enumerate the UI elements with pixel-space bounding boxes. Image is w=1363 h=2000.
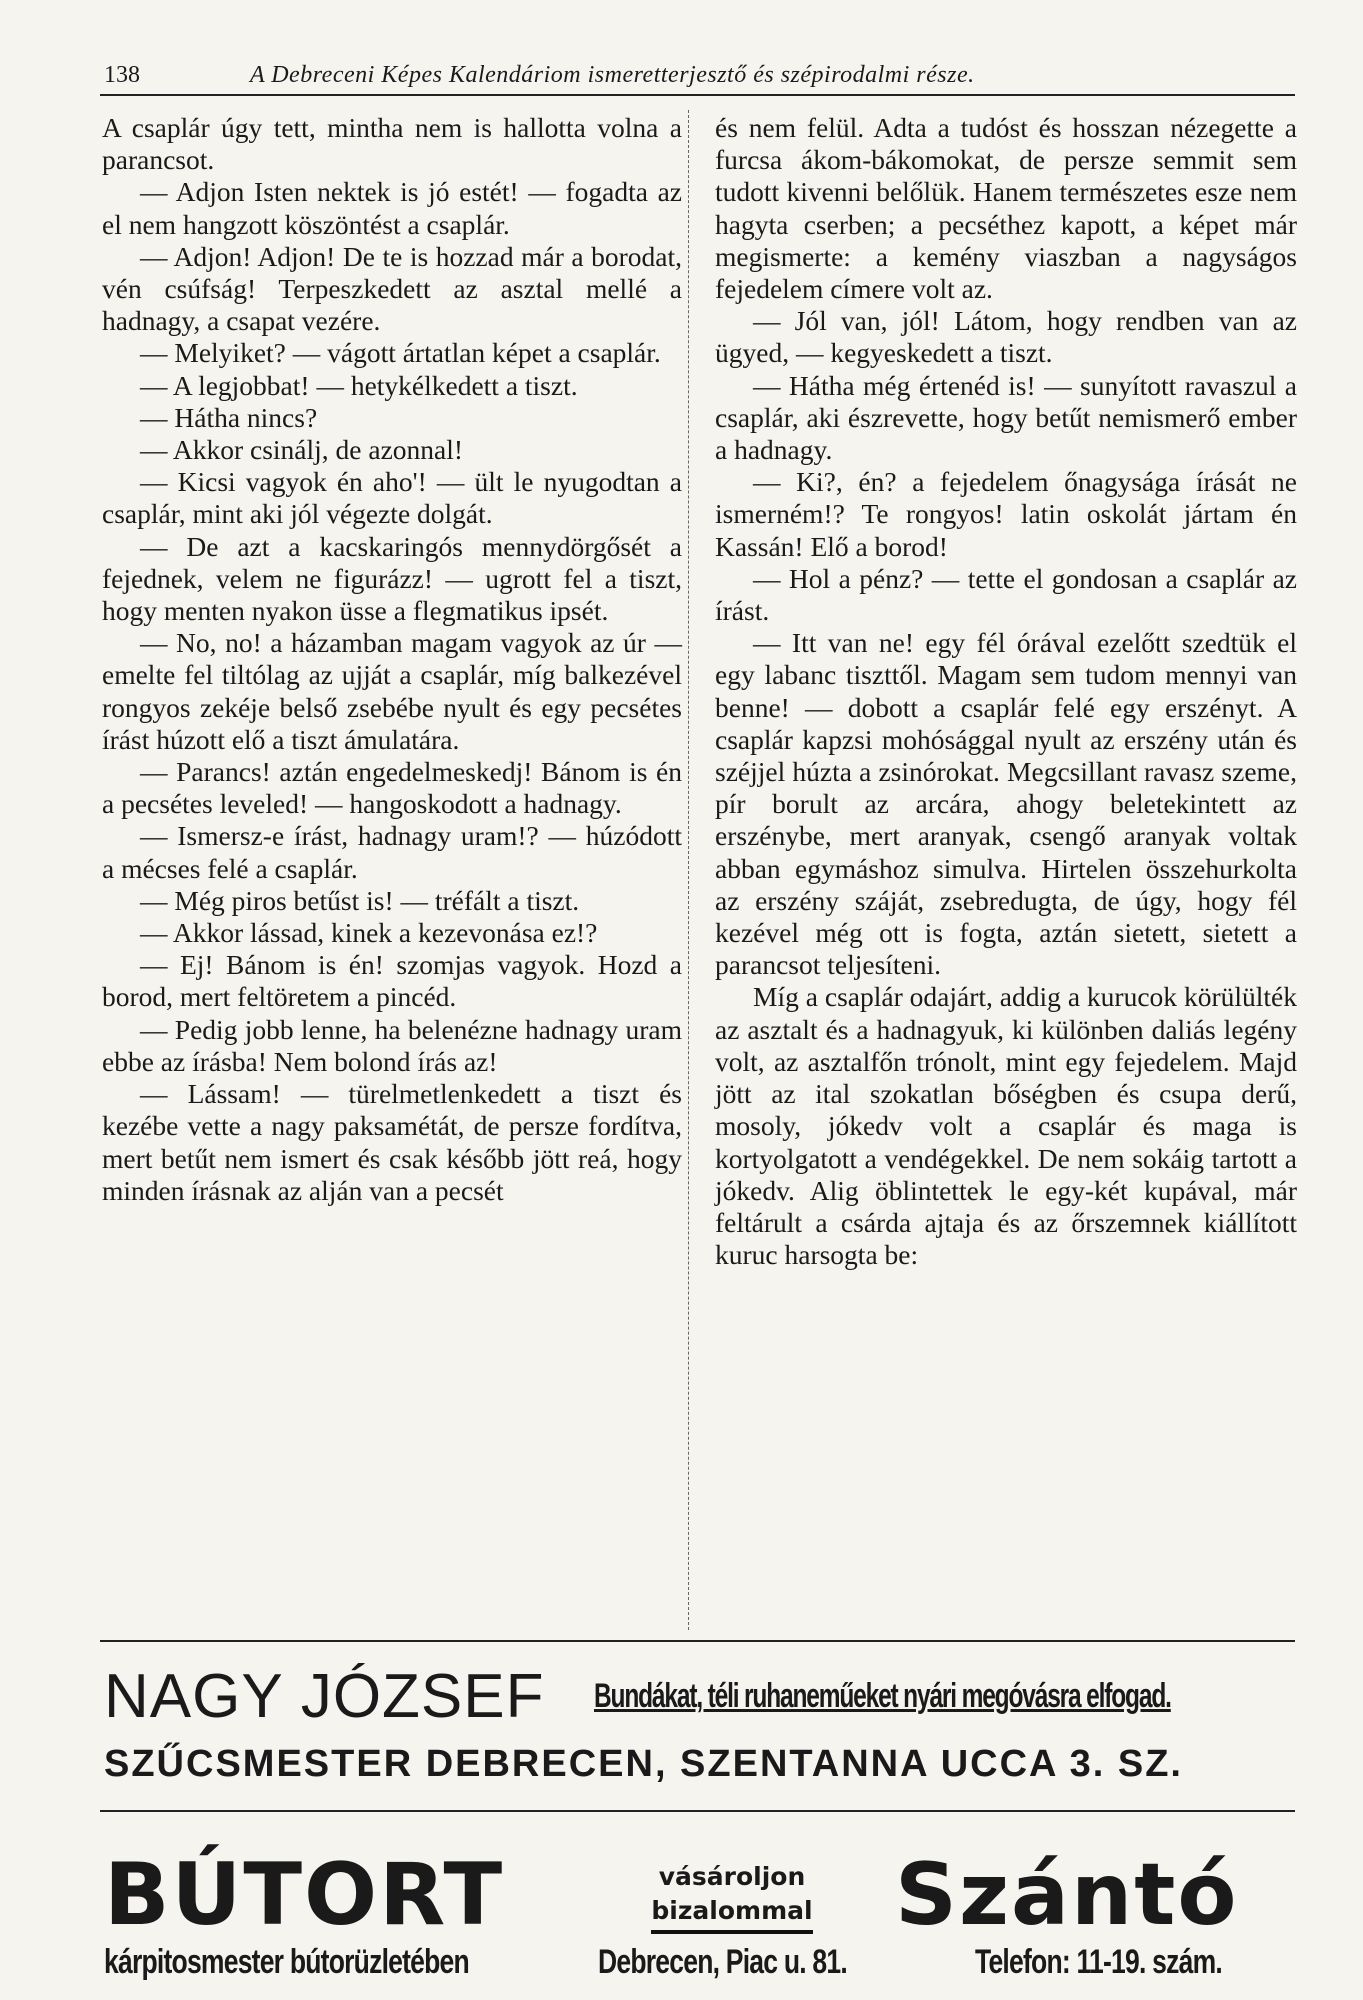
tagline-line-2: bizalommal xyxy=(651,1894,812,1934)
furniture-ad-address: Debrecen, Piac u. 81. xyxy=(598,1943,847,1981)
ad-separator-middle xyxy=(100,1810,1295,1812)
paragraph: — Ki?, én? a fejedelem őnagysága írását ne ismerném!? Te rongyos! latin oskolát jártam én Kassán! Elő a borod! xyxy=(715,466,1297,562)
furniture-ad-tagline xyxy=(612,1860,852,1934)
paragraph: — Még piros betűst is! — tréfált a tiszt. xyxy=(140,884,580,916)
column-divider xyxy=(688,110,689,1630)
paragraph: — Jól van, jól! Látom, hogy rendben van az ügyed, — kegyeskedett a tiszt. xyxy=(715,305,1297,369)
left-text-column xyxy=(102,112,682,1207)
ad-separator-top xyxy=(100,1640,1295,1642)
paragraph: — Kicsi vagyok én aho'! — ült le nyugodtan a csaplár, mint aki jól végezte dolgát. xyxy=(102,466,682,530)
paragraph: — Parancs! aztán engedelmeskedj! Bánom is én a pecsétes leveled! — hangoskodott a hadnagy. xyxy=(102,756,682,820)
tagline-line-1: vásároljon xyxy=(658,1862,806,1891)
paragraph: — Lássam! — türelmetlenkedett a tiszt és kezébe vette a nagy paksamétát, de persze fordítva, mert betűt nem ismert és csak később jött reá, hogy minden írásnak az alján van a pecsét xyxy=(102,1078,682,1206)
furrier-ad-name: NAGY JÓZSEF xyxy=(104,1662,545,1731)
paragraph: A csaplár úgy tett, mintha nem is hallotta volna a parancsot. xyxy=(102,112,682,176)
paragraph: — Ej! Bánom is én! szomjas vagyok. Hozd a borod, mert feltöretem a pincéd. xyxy=(102,949,682,1013)
furniture-ad-brand: Szántó xyxy=(895,1845,1239,1945)
paragraph: — No, no! a házamban magam vagyok az úr — emelte fel tiltólag az ujját a csaplár, míg balkezével rongyos zekéje belső zsebébe nyult és egy pecsétes írást húzott elő a tiszt ámulatára. xyxy=(102,627,682,755)
paragraph: — Pedig jobb lenne, ha belenézne hadnagy uram ebbe az írásba! Nem bolond írás az! xyxy=(102,1013,682,1077)
paragraph: — Akkor csinálj, de azonnal! xyxy=(140,434,464,466)
paragraph: — Hol a pénz? — tette el gondosan a csaplár az írást. xyxy=(715,562,1297,627)
paragraph: — A legjobbat! — hetykélkedett a tiszt. xyxy=(140,369,578,401)
furrier-ad-address: SZŰCSMESTER DEBRECEN, SZENTANNA UCCA 3. SZ. xyxy=(104,1743,1183,1785)
paragraph: — De azt a kacskaringós mennydörgősét a fejednek, velem ne figurázz! — ugrott fel a tiszt, hogy menten nyakon üsse a flegmatikus ipsét. xyxy=(102,530,682,627)
furniture-ad-headline: BÚTORT xyxy=(104,1845,505,1945)
page-number: 138 xyxy=(104,62,140,88)
paragraph: — Akkor lássad, kinek a kezevonása ez!? xyxy=(140,917,598,949)
paragraph: — Melyiket? — vágott ártatlan képet a csaplár. xyxy=(140,337,661,369)
paragraph: — Itt van ne! egy fél órával ezelőtt szedtük el egy labanc tiszttől. Magam sem tudom mennyi van benne! — dobott a csaplár felé egy erszényt. A csaplár kapzsi mohósággal nyult az erszény után és széjjel húzta a zsinórokat. Megcsillant ravasz szeme, pír borult az arcára, ahogy beletekintett az erszénybe, mert aranyak, csengő aranyak voltak abban egymáshoz simulva. Hirtelen összehurkolta az erszény száját, zsebredugta, de úgy, hogy fél kezével még ott is fogta, aztán sietett, sietett a parancsot teljesíteni. xyxy=(715,627,1297,981)
paragraph: Míg a csaplár odajárt, addig a kurucok körülülték az asztalt és a hadnagyuk, ki különben daliás legény volt, az asztalfőn trónolt, mint egy fejedelem. Majd jött az ital szokatlan bőségben és csupa derű, mosoly, jókedv volt a csaplár és maga is kortyolgatott a vendégekkel. De nem sokáig tartott a jókedv. Alig öblintettek le egy-két kupával, már feltárult a csárda ajtaja és az őrszemnek kiállított kuruc harsogta be: xyxy=(715,981,1297,1271)
right-text-column xyxy=(715,112,1297,1271)
page-header xyxy=(100,58,1295,96)
furniture-ad-phone: Telefon: 11-19. szám. xyxy=(975,1943,1222,1981)
paragraph: — Ismersz-e írást, hadnagy uram!? — húzódott a mécses felé a csaplár. xyxy=(102,820,682,884)
paragraph: — Adjon! Adjon! De te is hozzad már a borodat, vén csúfság! Terpeszkedett az asztal mellé a hadnagy, a csapat vezére. xyxy=(102,240,682,337)
paragraph: — Hátha még értenéd is! — sunyított ravaszul a csaplár, aki észrevette, hogy betűt nemismerő ember a hadnagy. xyxy=(715,369,1297,466)
paragraph: — Adjon Isten nektek is jó estét! — fogadta az el nem hangzott köszöntést a csaplár. xyxy=(102,176,682,240)
furrier-ad-slogan: Bundákat, téli ruhaneműeket nyári megóvásra elfogad. xyxy=(594,1677,1171,1715)
paragraph: és nem felül. Adta a tudóst és hosszan nézegette a furcsa ákom-bákomokat, de persze semmit sem tudott kivenni belőlük. Hanem természetes esze nem hagyta cserben; a pecséthez kapott, a képet már megismerte: a kemény viaszban a nagyságos fejedelem címere volt az. xyxy=(715,112,1297,305)
furniture-ad-shop: kárpitosmester bútorüzletében xyxy=(104,1943,469,1981)
running-title: A Debreceni Képes Kalendáriom ismeretterjesztő és szépirodalmi része. xyxy=(250,62,975,88)
paragraph: — Hátha nincs? xyxy=(140,401,318,433)
